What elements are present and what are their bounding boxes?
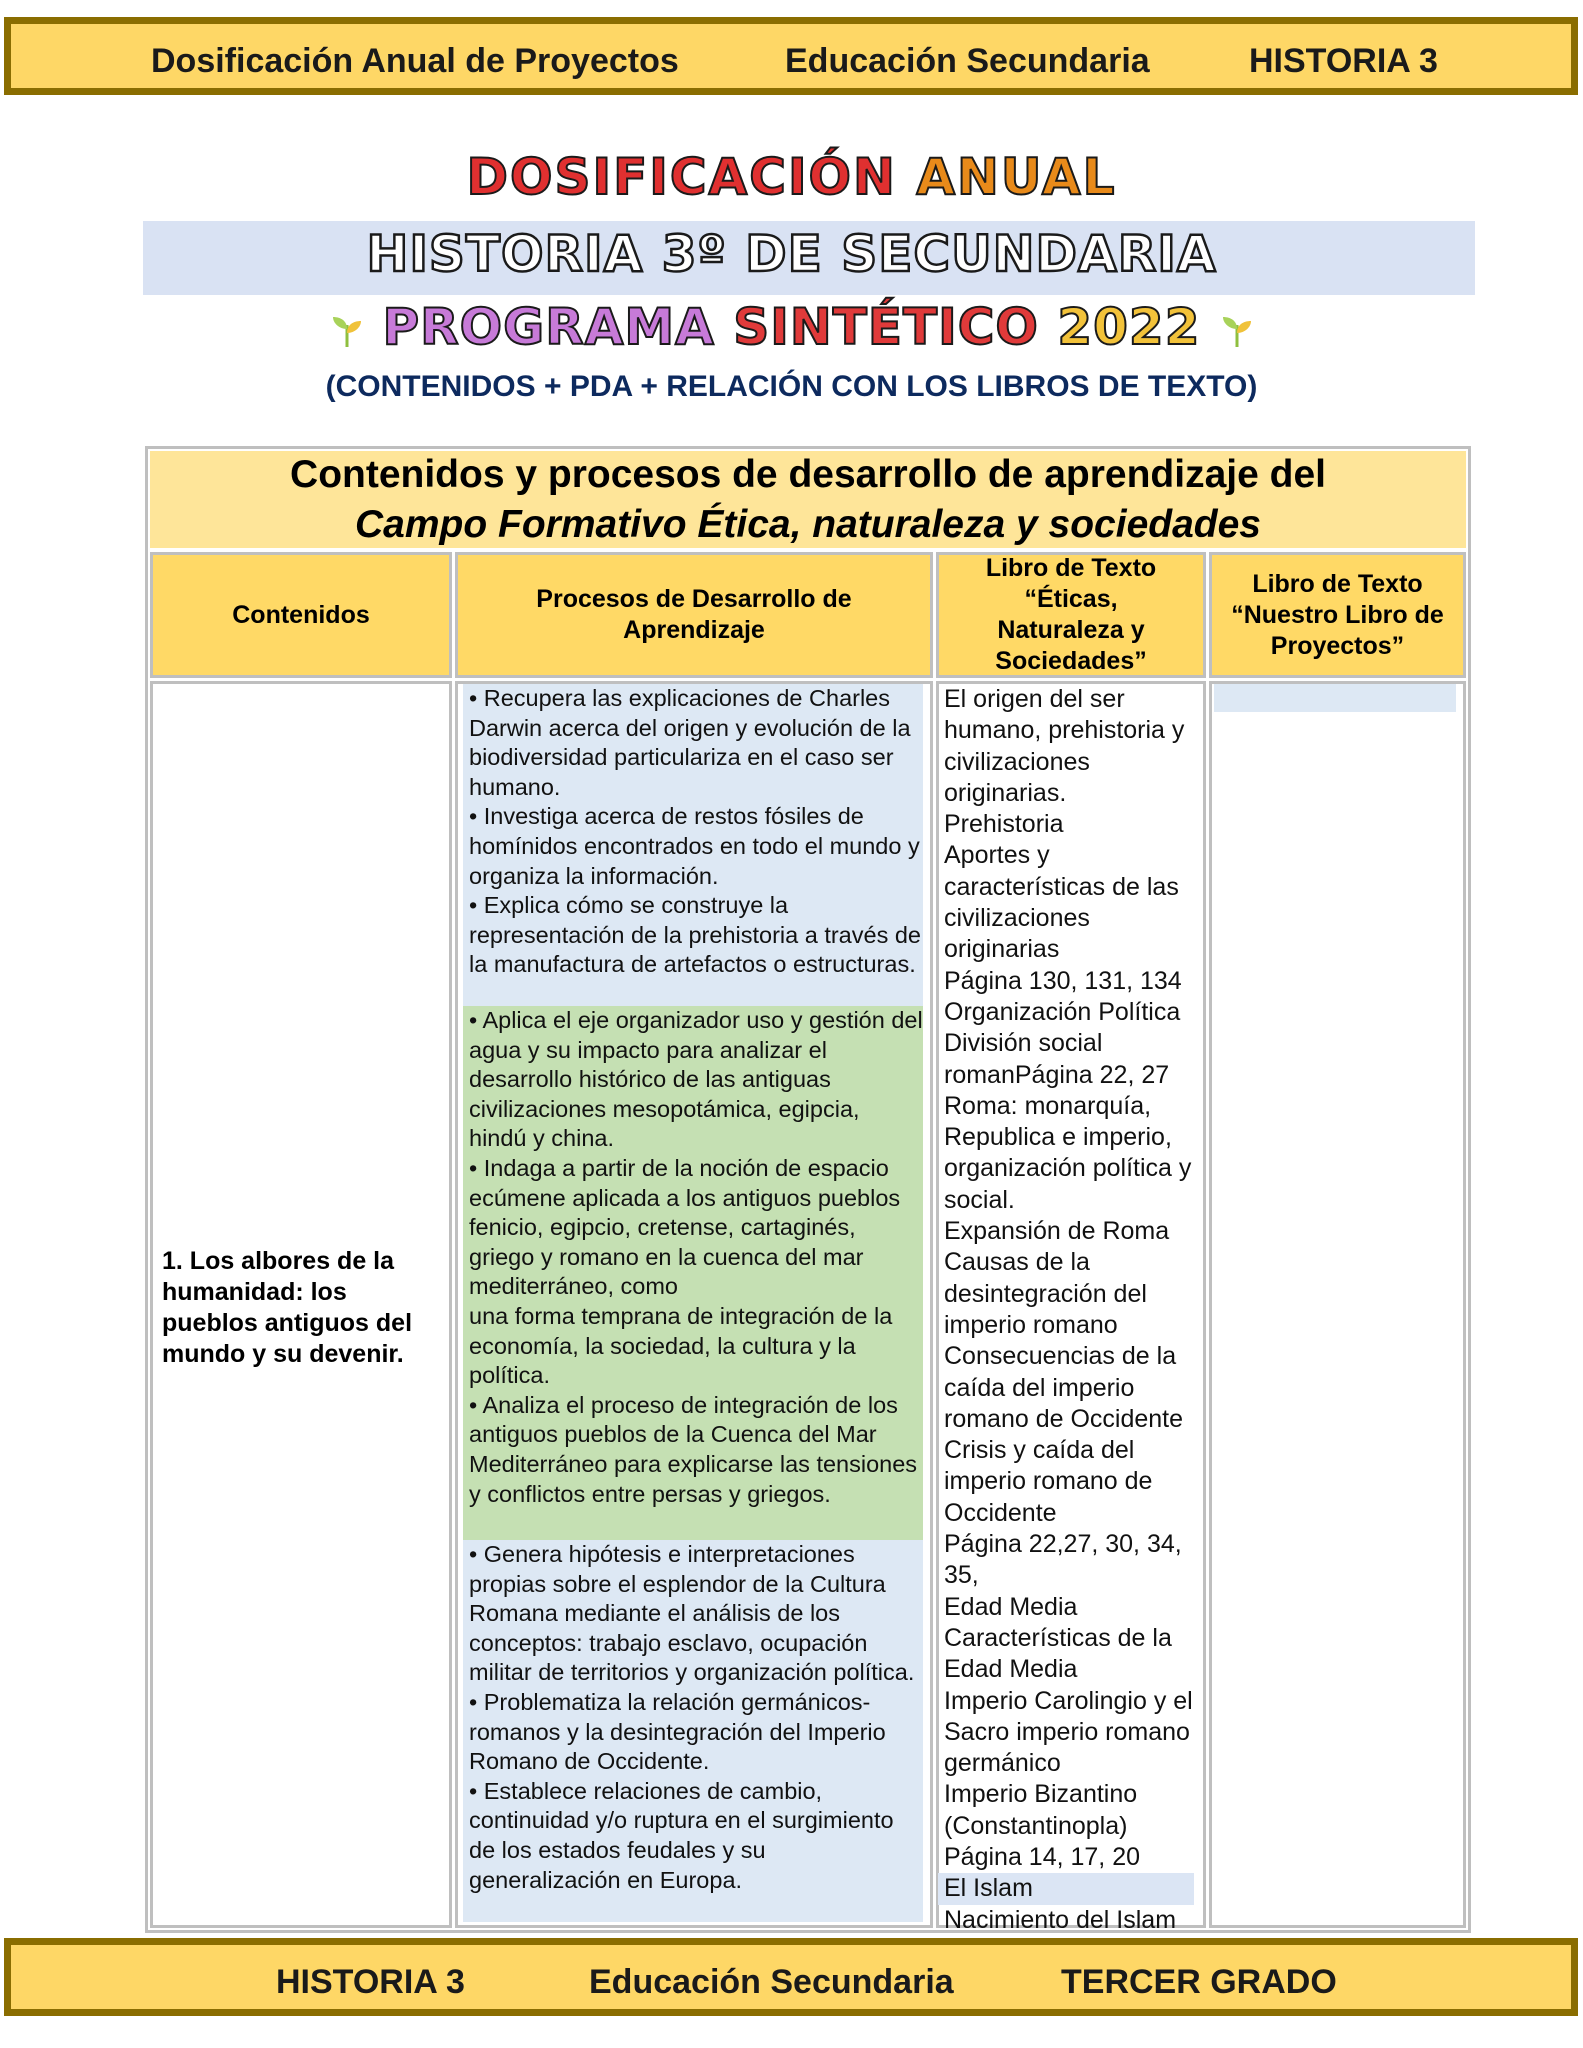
pda-group-rome-middle-ages xyxy=(463,1540,923,1922)
column-header-libro-eticas xyxy=(936,552,1206,678)
table-cell-libro-proyectos xyxy=(1209,681,1466,1928)
pda-item: • Genera hipótesis e interpretaciones propias sobre el esplendor de la Cultura Romana mediante el análisis de los conceptos: trabajo esclavo, ocupación militar de territorios y organización política. xyxy=(469,1541,915,1686)
column-header-pda xyxy=(455,552,933,678)
pda-group-ancient-civilizations xyxy=(463,1006,923,1540)
column-header-libro-proyectos xyxy=(1209,552,1466,678)
sprout-icon xyxy=(1217,311,1257,351)
book-topic: Página 130, 131, 134 xyxy=(944,966,1182,995)
main-title xyxy=(0,148,1583,206)
column-header-label: Contenidos xyxy=(232,600,370,629)
title-word-dosificacion: DOSIFICACIÓN xyxy=(466,148,897,206)
table-heading-line2: Campo Formativo Ética, naturaleza y sociedades xyxy=(355,503,1261,546)
book-topic: Edad Media xyxy=(944,1592,1078,1621)
program-title xyxy=(0,298,1583,356)
book-topic: Aportes y características de las civilizaciones originarias xyxy=(944,841,1179,964)
title-word-anual: ANUAL xyxy=(916,148,1117,206)
book-topic: Roma: monarquía, Republica e imperio, organización política y social. xyxy=(944,1091,1192,1214)
pda-item: • Indaga a partir de la noción de espacio ecúmene aplicada a los antiguos pueblos fenicio, egipcio, cretense, cartaginés, griego y romano en la cuenca del mar mediterráneo, como xyxy=(469,1154,901,1300)
header-left-text: Dosificación Anual de Proyectos xyxy=(151,42,679,80)
content-item: 1. Los albores de la humanidad: los pueblos antiguos del mundo y su devenir. xyxy=(162,1247,413,1368)
footer-band xyxy=(4,1938,1578,2016)
pda-item: • Recupera las explicaciones de Charles Darwin acerca del origen y evolución de la biodiversidad particulariza en el caso ser humano. xyxy=(469,685,911,800)
header-right-text: HISTORIA 3 xyxy=(1249,42,1438,80)
book-proyectos-highlight xyxy=(1214,684,1456,712)
book-topic: Organización Política xyxy=(944,997,1181,1026)
title-word-programa: PROGRAMA xyxy=(382,298,715,356)
subtitle: (CONTENIDOS + PDA + RELACIÓN CON LOS LIBROS DE TEXTO) xyxy=(325,370,1258,403)
title-word-sintetico: SINTÉTICO xyxy=(733,298,1039,356)
book-topic: Expansión de Roma xyxy=(944,1217,1170,1246)
column-header-label: Procesos de Desarrollo de Aprendizaje xyxy=(536,585,852,644)
column-header-label: Libro de Texto “Éticas, Naturaleza y Sociedades” xyxy=(985,554,1157,675)
table-heading-line1: Contenidos y procesos de desarrollo de aprendizaje del xyxy=(290,453,1326,496)
footer-left-text: HISTORIA 3 xyxy=(276,1963,465,2001)
column-header-contenidos xyxy=(150,552,452,678)
column-header-label: Libro de Texto “Nuestro Libro de Proyectos” xyxy=(1231,569,1444,660)
book-topic: Imperio Bizantino (Constantinopla) xyxy=(944,1780,1138,1840)
pda-item: • Explica cómo se construye la representación de la prehistoria a través de la manufactura de artefactos o estructuras. xyxy=(469,892,921,978)
pda-item: • Analiza el proceso de integración de los antiguos pueblos de la Cuenca del Mar Mediterráneo para explicarse las tensiones y conflictos entre persas y griegos. xyxy=(469,1391,918,1507)
footer-right-text: TERCER GRADO xyxy=(1061,1963,1337,2001)
pda-group-prehistory xyxy=(463,684,923,1006)
pda-item: • Aplica el eje organizador uso y gestión del agua y su impacto para analizar el desarrollo histórico de las antiguas civilizaciones mesopotámica, egipcia, hindú y china. xyxy=(469,1007,923,1152)
book-topic: División social romanPágina 22, 27 xyxy=(944,1029,1170,1089)
book-topic: Imperio Carolingio y el Sacro imperio romano germánico xyxy=(944,1686,1193,1778)
book-topic: Nacimiento del Islam xyxy=(944,1905,1177,1934)
header-band xyxy=(4,17,1578,95)
header-center-text: Educación Secundaria xyxy=(785,42,1150,80)
pda-item: • Investiga acerca de restos fósiles de homínidos encontrados en todo el mundo y organiza la información. xyxy=(469,803,920,889)
book-topic: Crisis y caída del imperio romano de Occidente xyxy=(944,1436,1153,1527)
book-topic: Prehistoria xyxy=(944,810,1064,839)
book-topic-highlighted: El Islam xyxy=(938,1873,1194,1904)
book-topic: Causas de la desintegración del imperio romano xyxy=(944,1248,1147,1339)
course-title: HISTORIA 3º DE SECUNDARIA xyxy=(366,225,1217,283)
title-word-year: 2022 xyxy=(1057,298,1201,356)
table-heading xyxy=(150,451,1466,548)
sprout-icon xyxy=(327,311,367,351)
book-topic: Página 14, 17, 20 xyxy=(944,1842,1140,1871)
pda-item: • Establece relaciones de cambio, continuidad y/o ruptura en el surgimiento de los estados feudales y su generalización en Europa. xyxy=(469,1777,894,1893)
book-eticas-topics xyxy=(944,684,1202,1936)
footer-center-text: Educación Secundaria xyxy=(589,1963,954,2001)
book-topic: El origen del ser humano, prehistoria y civilizaciones originarias. xyxy=(944,685,1185,807)
pda-item: • Problematiza la relación germánicos-romanos y la desintegración del Imperio Romano de Occidente. xyxy=(469,1688,886,1775)
pda-item: una forma temprana de integración de la economía, la sociedad, la cultura y la política. xyxy=(469,1302,893,1389)
book-topic: Consecuencias de la caída del imperio romano de Occidente xyxy=(944,1342,1184,1433)
book-topic: Características de la Edad Media xyxy=(944,1623,1172,1684)
book-topic: Página 22,27, 30, 34, 35, xyxy=(944,1530,1182,1590)
